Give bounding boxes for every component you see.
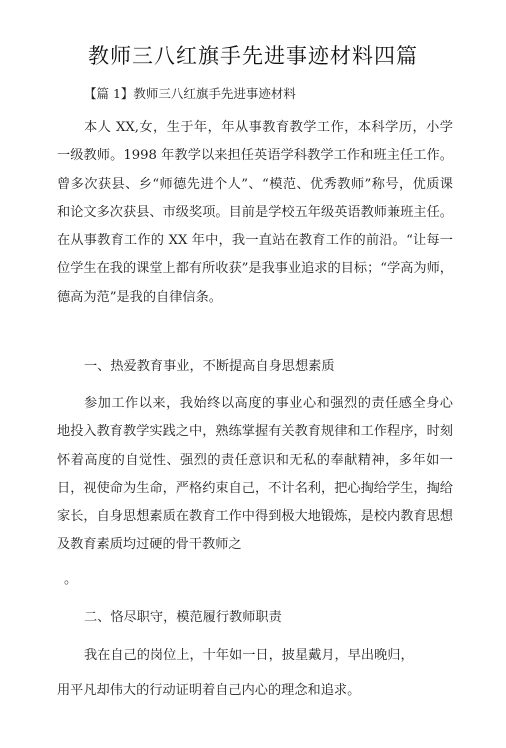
paragraph-duty-line-1: 我在自己的岗位上，十年如一日，披星戴月，早出晚归， <box>84 648 414 663</box>
paragraph-dedication-tail: 。 <box>64 572 78 587</box>
paragraph-dedication: 参加工作以来，我始终以高度的事业心和强烈的责任感全身心地投入教育教学实践之中，熟练掌握有关教育规律和工作程序，时刻怀着高度的自觉性、强烈的责任意识和无私的奉献精神，多年如一日，视使命为生命，严格约束自己，不计名利，把心掏给学生，掏给家长，自身思想素质在教育工作中得到极大地锻炼，是校内教育思想及教育素质均过硬的骨干教师之 <box>57 396 453 553</box>
paragraph-intro: 本人 XX,女，生于年，年从事教育教学工作，本科学历，小学一级教师。1998 年教学以来担任英语学科教学工作和班主任工作。曾多次获县、乡“师德先进个人”、“模范、优秀教师”称号，优质课和论文多次获县、市级奖项。目前是学校五年级英语教师兼班主任。在从事教育工作的 XX 年中，我一直站在教育工作的前沿。“让每一位学生在我的课堂上都有所收获”是我事业追求的目标；“学高为师，德高为范”是我的自律信条。 <box>57 120 453 305</box>
document-title: 教师三八红旗手先进事迹材料四篇 <box>88 44 418 68</box>
section-heading-1: 一、热爱教育事业，不断提高自身思想素质 <box>84 359 335 374</box>
section-subtitle: 【篇 1】教师三八红旗手先进事迹材料 <box>84 86 296 101</box>
section-heading-2: 二、恪尽职守，模范履行教师职责 <box>84 610 282 625</box>
paragraph-duty-line-2: 用平凡却伟大的行动证明着自己内心的理念和追求。 <box>57 683 361 698</box>
